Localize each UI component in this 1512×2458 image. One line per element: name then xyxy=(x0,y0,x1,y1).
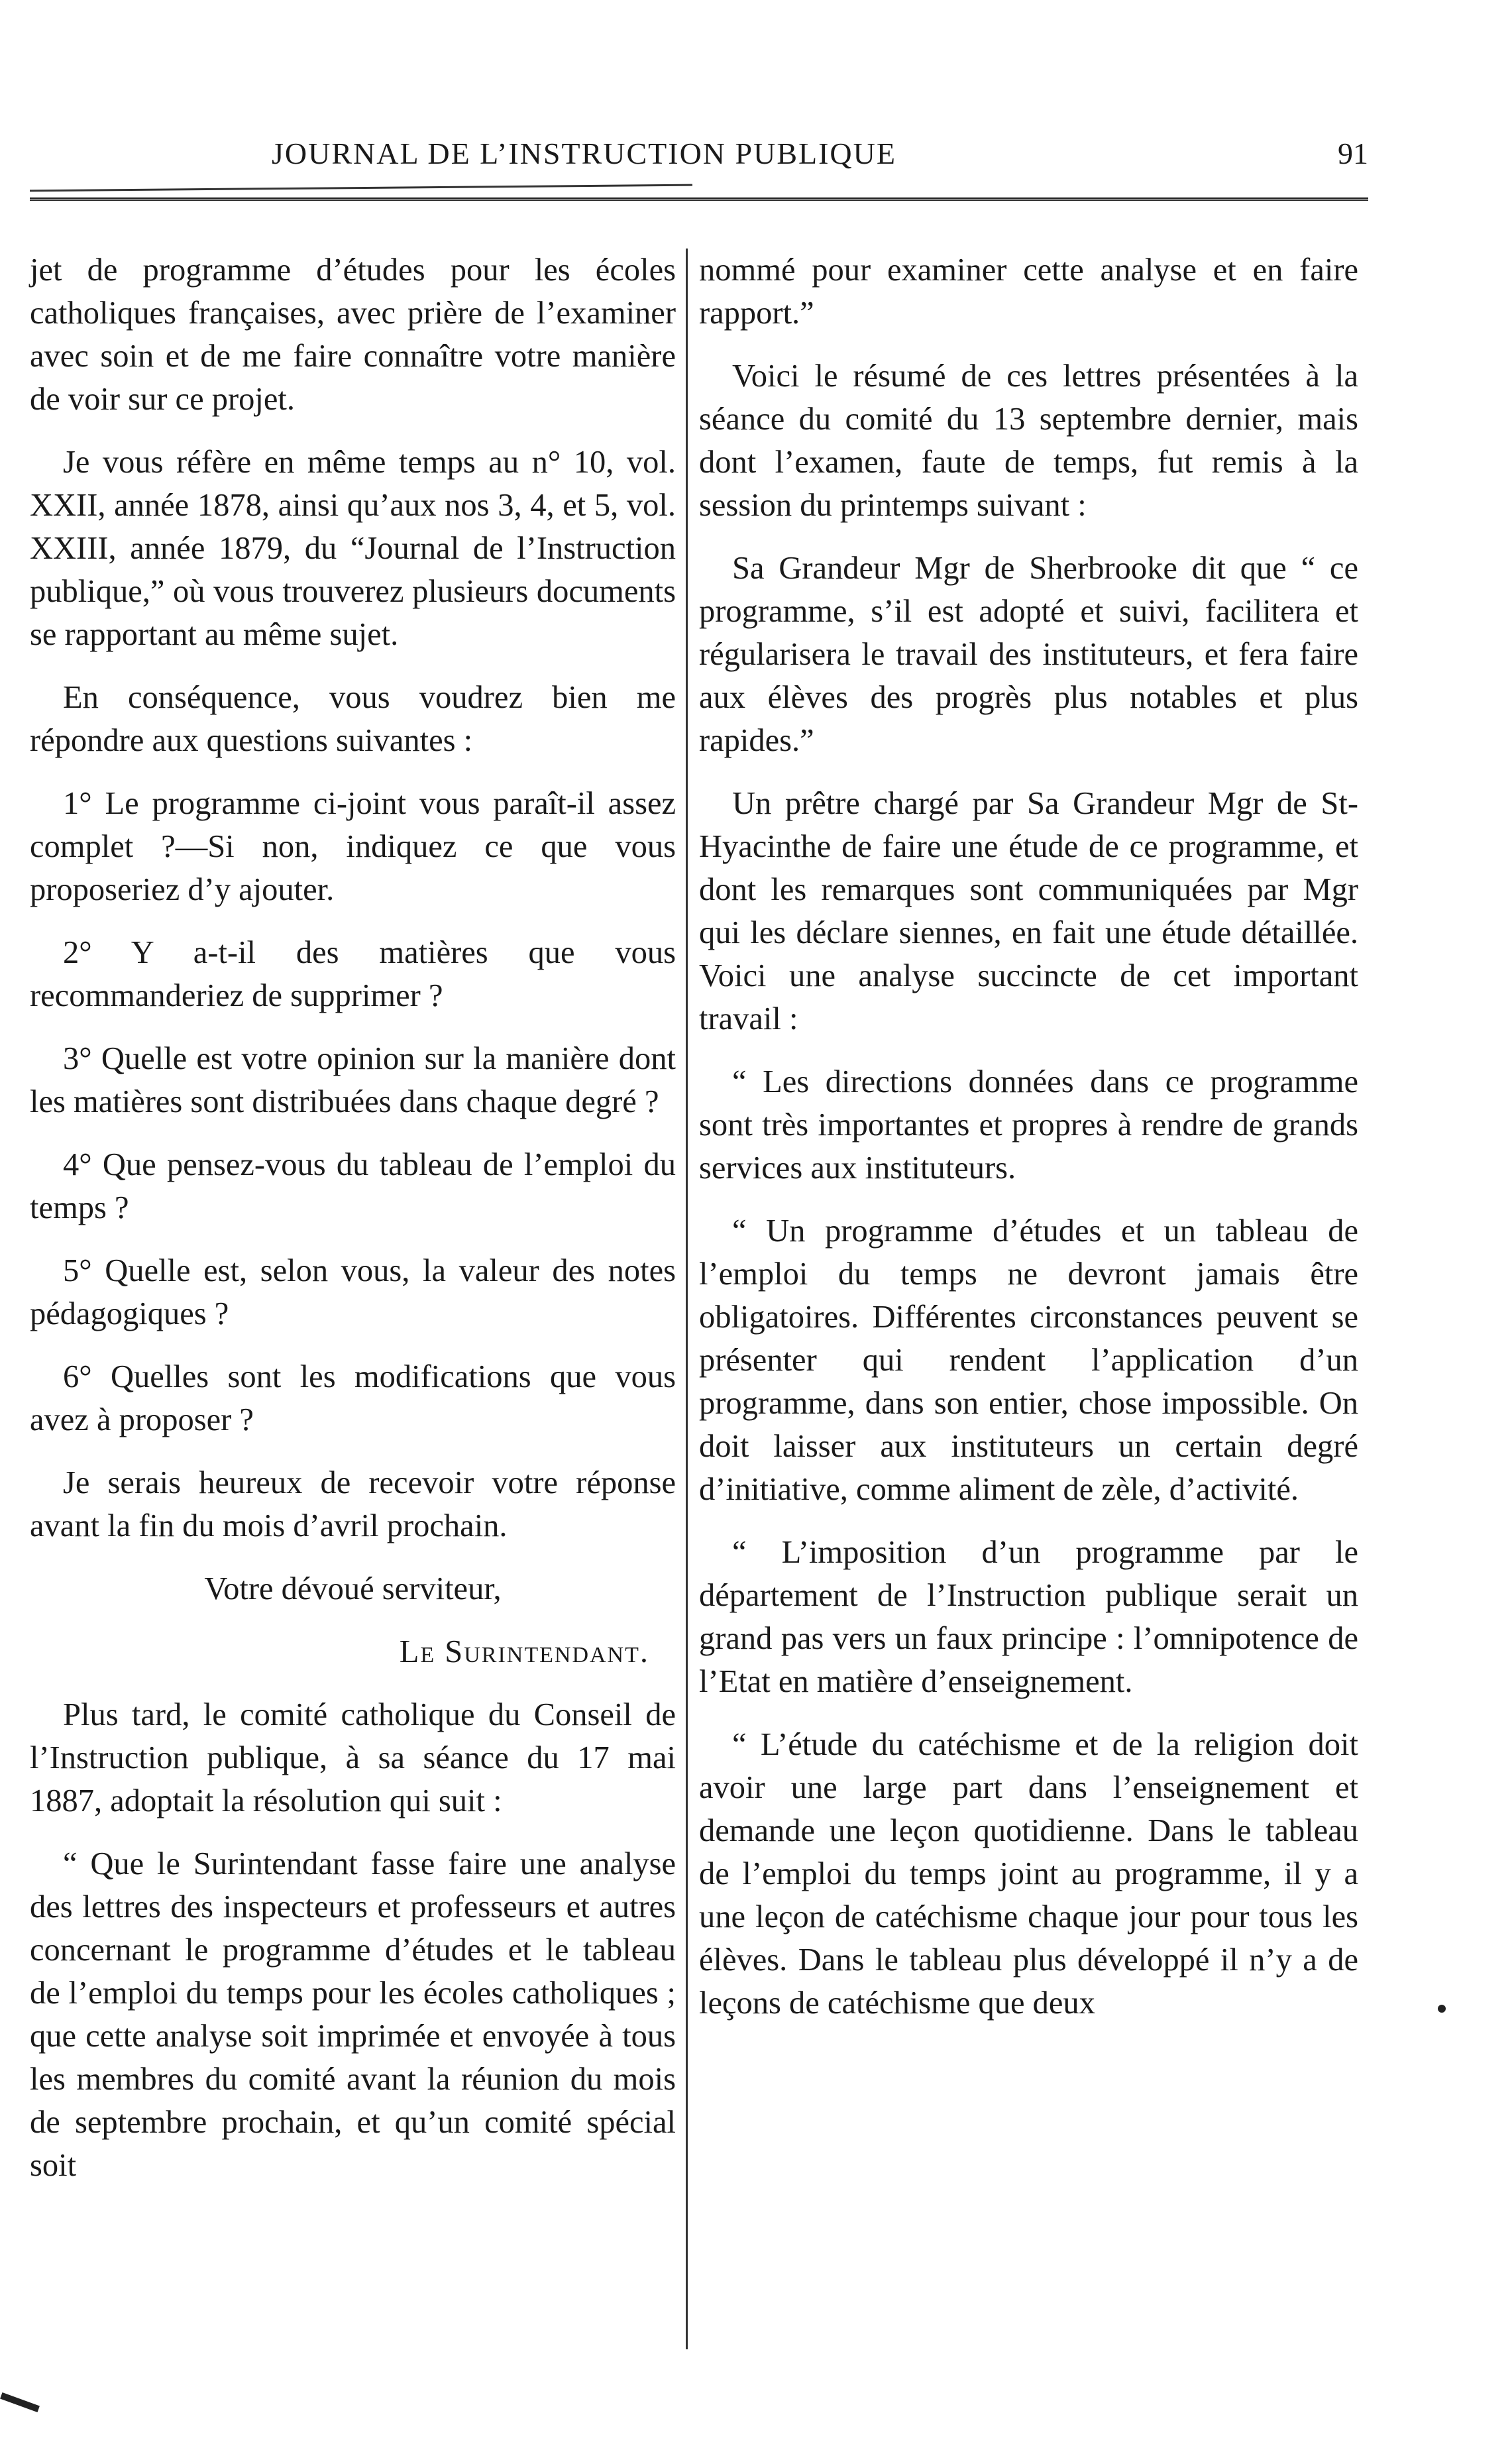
question-6: 6° Quelles sont les modifications que vous avez à proposer ? xyxy=(30,1359,676,1437)
header-rule-double xyxy=(30,197,1368,201)
paragraph: “ L’étude du catéchisme et de la religion doit avoir une large part dans l’enseignement et demande une leçon quotidienne. Dans le tableau de l’emploi du temps joint au programme, il y a une leçon de catéchisme chaque jour pour tous les élèves. Dans le tableau plus développé il n’y a de leçons de catéchisme que deux xyxy=(699,1727,1358,2021)
question-2: 2° Y a-t-il des matières que vous recommanderiez de supprimer ? xyxy=(30,935,676,1013)
paragraph: “ Un programme d’études et un tableau de l’emploi du temps ne devront jamais être obligatoires. Différentes circonstances peuvent se présenter qui rendent l’application d’un programme, dans son entier, chose impossible. On doit laisser aux instituteurs un certain degré d’initiative, comme aliment de zèle, d’activité. xyxy=(699,1213,1358,1507)
ink-dot xyxy=(1438,2005,1446,2013)
paragraph: nommé pour examiner cette analyse et en faire rapport.” xyxy=(699,252,1358,331)
left-column xyxy=(30,249,676,2207)
page-header xyxy=(0,136,1512,182)
signoff: Votre dévoué serviteur, xyxy=(204,1571,502,1606)
right-column xyxy=(699,249,1358,2044)
header-rule-thin xyxy=(30,184,692,192)
paragraph: Un prêtre chargé par Sa Grandeur Mgr de St-Hyacinthe de faire une étude de ce programme, et dont les remarques sont communiquées par Mgr qui les déclare siennes, en fait une étude détaillée. Voici une analyse succincte de cet important travail : xyxy=(699,786,1358,1036)
paragraph: Sa Grandeur Mgr de Sherbrooke dit que “ ce programme, s’il est adopté et suivi, facilitera et régularisera le travail des instituteurs, et fera faire aux élèves des progrès plus notables et plus rapides.” xyxy=(699,551,1358,758)
column-divider xyxy=(686,249,688,2349)
question-5: 5° Quelle est, selon vous, la valeur des notes pédagogiques ? xyxy=(30,1253,676,1331)
paragraph: “ L’imposition d’un programme par le département de l’Instruction publique serait un grand pas vers un faux principe : l’omnipotence de l’Etat en matière d’enseignement. xyxy=(699,1535,1358,1699)
signature: Le Surintendant. xyxy=(399,1634,649,1669)
running-title: JOURNAL DE L’INSTRUCTION PUBLIQUE xyxy=(272,137,896,170)
page-number: 91 xyxy=(1338,137,1368,170)
paragraph: Je serais heureux de recevoir votre réponse avant la fin du mois d’avril prochain. xyxy=(30,1465,676,1543)
paragraph: En conséquence, vous voudrez bien me répondre aux questions suivantes : xyxy=(30,680,676,758)
paragraph: Voici le résumé de ces lettres présentées à la séance du comité du 13 septembre dernier, mais dont l’examen, faute de temps, fut remis à la session du printemps suivant : xyxy=(699,359,1358,523)
paragraph: jet de programme d’études pour les écoles catholiques françaises, avec prière de l’examiner avec soin et de me faire connaître votre manière de voir sur ce projet. xyxy=(30,252,676,417)
question-1: 1° Le programme ci-joint vous paraît-il assez complet ?—Si non, indiquez ce que vous proposeriez d’y ajouter. xyxy=(30,786,676,907)
question-3: 3° Quelle est votre opinion sur la manière dont les matières sont distribuées dans chaque degré ? xyxy=(30,1041,676,1119)
paragraph: Plus tard, le comité catholique du Conseil de l’Instruction publique, à sa séance du 17 mai 1887, adoptait la résolution qui suit : xyxy=(30,1697,676,1818)
paragraph: “ Les directions données dans ce programme sont très importantes et propres à rendre de grands services aux instituteurs. xyxy=(699,1064,1358,1186)
question-4: 4° Que pensez-vous du tableau de l’emploi du temps ? xyxy=(30,1147,676,1225)
page-edge-mark xyxy=(0,2392,40,2412)
paragraph: Je vous réfère en même temps au n° 10, vol. XXII, année 1878, ainsi qu’aux nos 3, 4, et 5, vol. XXIII, année 1879, du “Journal de l’Instruction publique,” où vous trouverez plusieurs documents se rapportant au même sujet. xyxy=(30,445,676,652)
paragraph: “ Que le Surintendant fasse faire une analyse des lettres des inspecteurs et professeurs et autres concernant le programme d’études et le tableau de l’emploi du temps pour les écoles catholiques ; que cette analyse soit imprimée et envoyée à tous les membres du comité avant la réunion du mois de septembre prochain, et qu’un comité spécial soit xyxy=(30,1846,676,2183)
